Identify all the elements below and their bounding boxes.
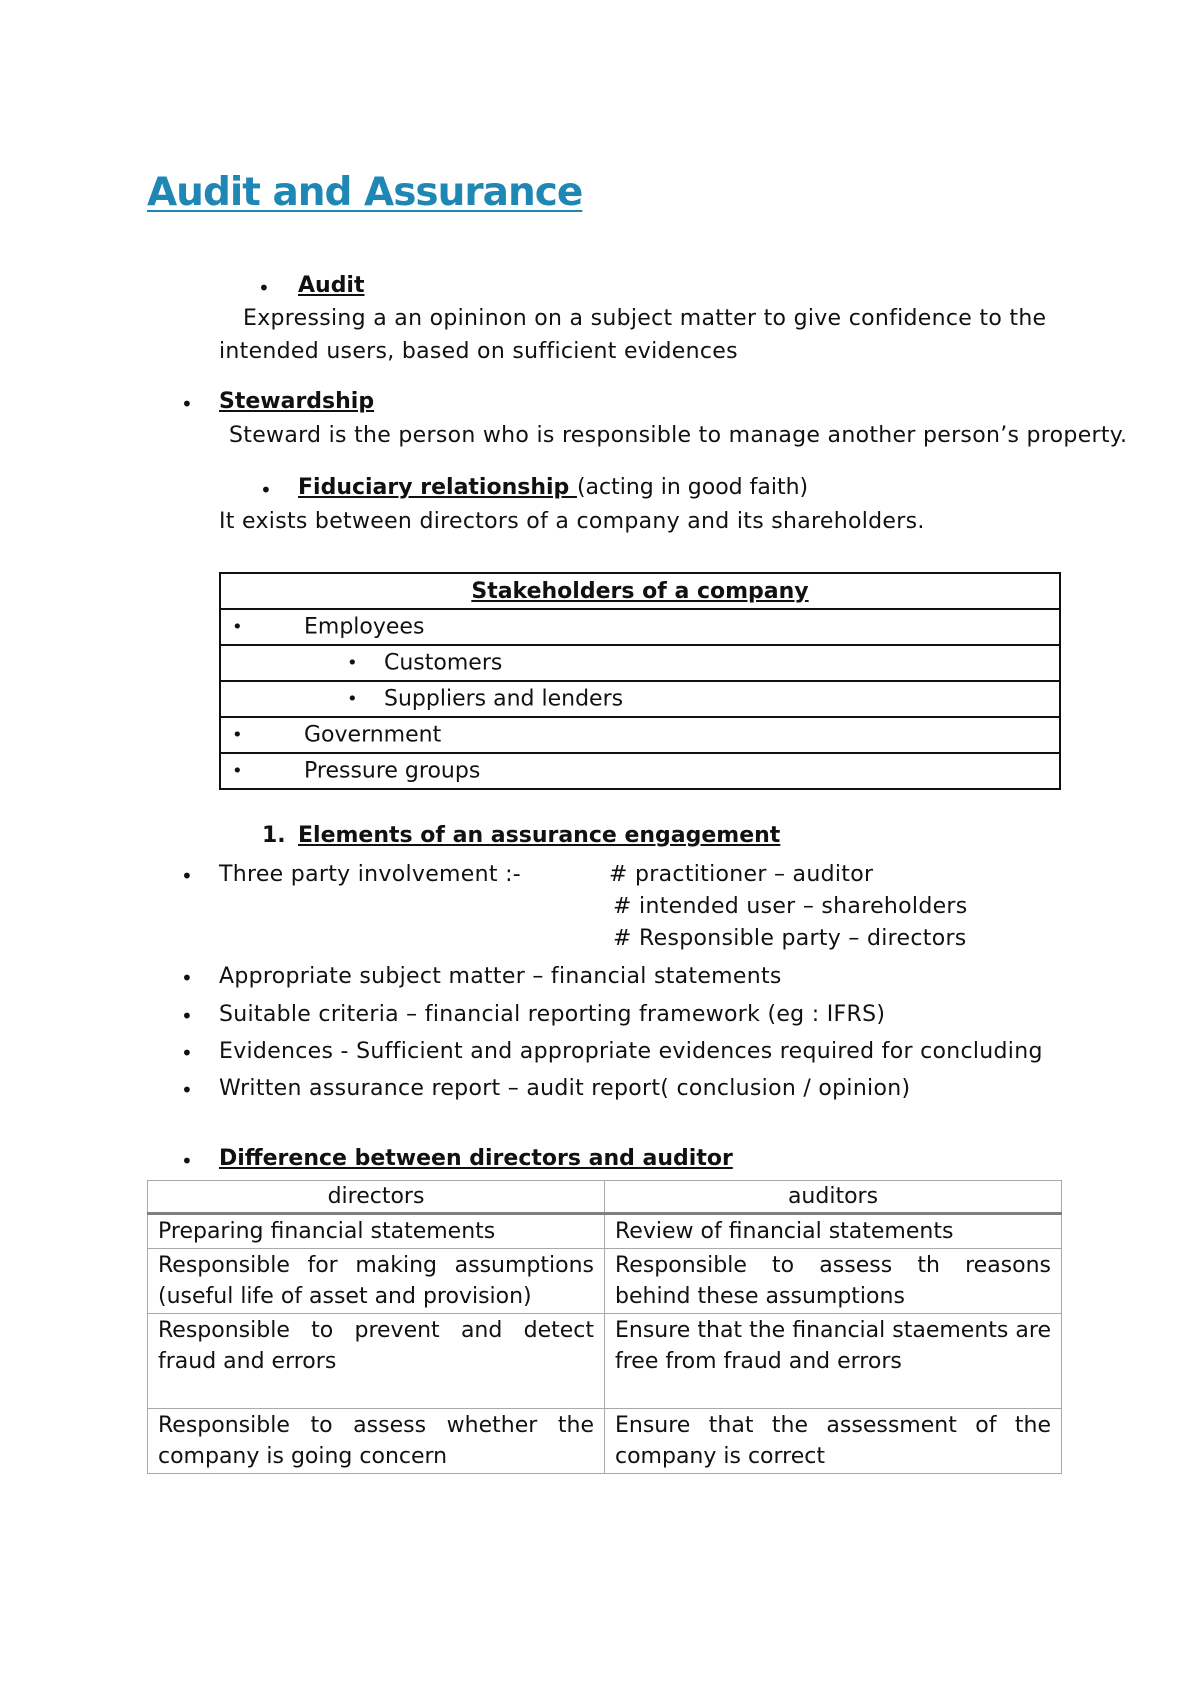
stakeholder-item: Government (304, 722, 442, 748)
stakeholder-item: Suppliers and lenders (384, 686, 624, 712)
column-header-directors: directors (148, 1181, 605, 1214)
stakeholder-item: Customers (384, 650, 503, 676)
bullet-icon: • (347, 652, 358, 674)
table-cell: Responsible for making assumptions (useful life of asset and provision) (148, 1249, 605, 1314)
party-item: # Responsible party – directors (613, 926, 967, 951)
fiduciary-definition: It exists between directors of a company and its shareholders. (219, 509, 925, 534)
element-bullet: Suitable criteria – financial reporting framework (eg : IFRS) (219, 1002, 886, 1027)
party-item: # intended user – shareholders (613, 894, 968, 919)
difference-heading: Difference between directors and auditor (219, 1146, 733, 1171)
stakeholders-table (219, 572, 1061, 790)
table-row (220, 681, 1060, 717)
table-row (220, 609, 1060, 645)
fiduciary-note: (acting in good faith) (576, 475, 809, 500)
table-row (148, 1214, 1062, 1249)
table-cell: Preparing financial statements (148, 1214, 605, 1249)
fiduciary-heading-line (298, 475, 808, 500)
difference-table (147, 1180, 1062, 1474)
stewardship-definition: Steward is the person who is responsible to manage another person’s property. (229, 423, 1128, 448)
audit-heading: Audit (298, 273, 365, 298)
bullet-icon: • (181, 1004, 193, 1028)
bullet-icon: • (181, 1149, 193, 1173)
table-row (220, 717, 1060, 753)
fiduciary-heading: Fiduciary relationship (298, 475, 577, 500)
audit-definition-line1: Expressing a an opininon on a subject matter to give confidence to the (243, 306, 1047, 331)
stakeholders-heading: Stakeholders of a company (220, 573, 1060, 609)
bullet-icon: • (258, 276, 270, 300)
stakeholder-item: Employees (304, 614, 425, 640)
table-cell: Ensure that the financial staements are free from fraud and errors (605, 1314, 1062, 1409)
audit-definition-line2: intended users, based on sufficient evidences (219, 339, 738, 364)
table-cell: Review of financial statements (605, 1214, 1062, 1249)
stewardship-heading: Stewardship (219, 389, 375, 414)
element-bullet: Written assurance report – audit report( conclusion / opinion) (219, 1076, 911, 1101)
elements-heading: Elements of an assurance engagement (298, 823, 781, 848)
column-header-auditors: auditors (605, 1181, 1062, 1214)
bullet-icon: • (260, 478, 272, 502)
bullet-icon: • (181, 864, 193, 888)
three-party-label: Three party involvement :- (219, 862, 522, 887)
element-bullet: Appropriate subject matter – financial statements (219, 964, 782, 989)
party-item: # practitioner – auditor (609, 862, 874, 887)
table-row (148, 1409, 1062, 1474)
bullet-icon: • (232, 616, 243, 638)
elements-number: 1. (262, 823, 286, 848)
table-cell: Responsible to assess whether the company is going concern (148, 1409, 605, 1474)
table-cell: Responsible to assess th reasons behind these assumptions (605, 1249, 1062, 1314)
table-cell: Responsible to prevent and detect fraud and errors (148, 1314, 605, 1409)
table-row (220, 645, 1060, 681)
bullet-icon: • (232, 760, 243, 782)
table-cell: Ensure that the assessment of the company is correct (605, 1409, 1062, 1474)
bullet-icon: • (181, 1041, 193, 1065)
bullet-icon: • (347, 688, 358, 710)
element-bullet: Evidences - Sufficient and appropriate evidences required for concluding (219, 1039, 1043, 1064)
bullet-icon: • (232, 724, 243, 746)
table-row (148, 1314, 1062, 1409)
page-title: Audit and Assurance (147, 170, 583, 215)
bullet-icon: • (181, 392, 193, 416)
bullet-icon: • (181, 1078, 193, 1102)
table-row (148, 1249, 1062, 1314)
bullet-icon: • (181, 966, 193, 990)
stakeholder-item: Pressure groups (304, 758, 481, 784)
table-row (220, 753, 1060, 789)
